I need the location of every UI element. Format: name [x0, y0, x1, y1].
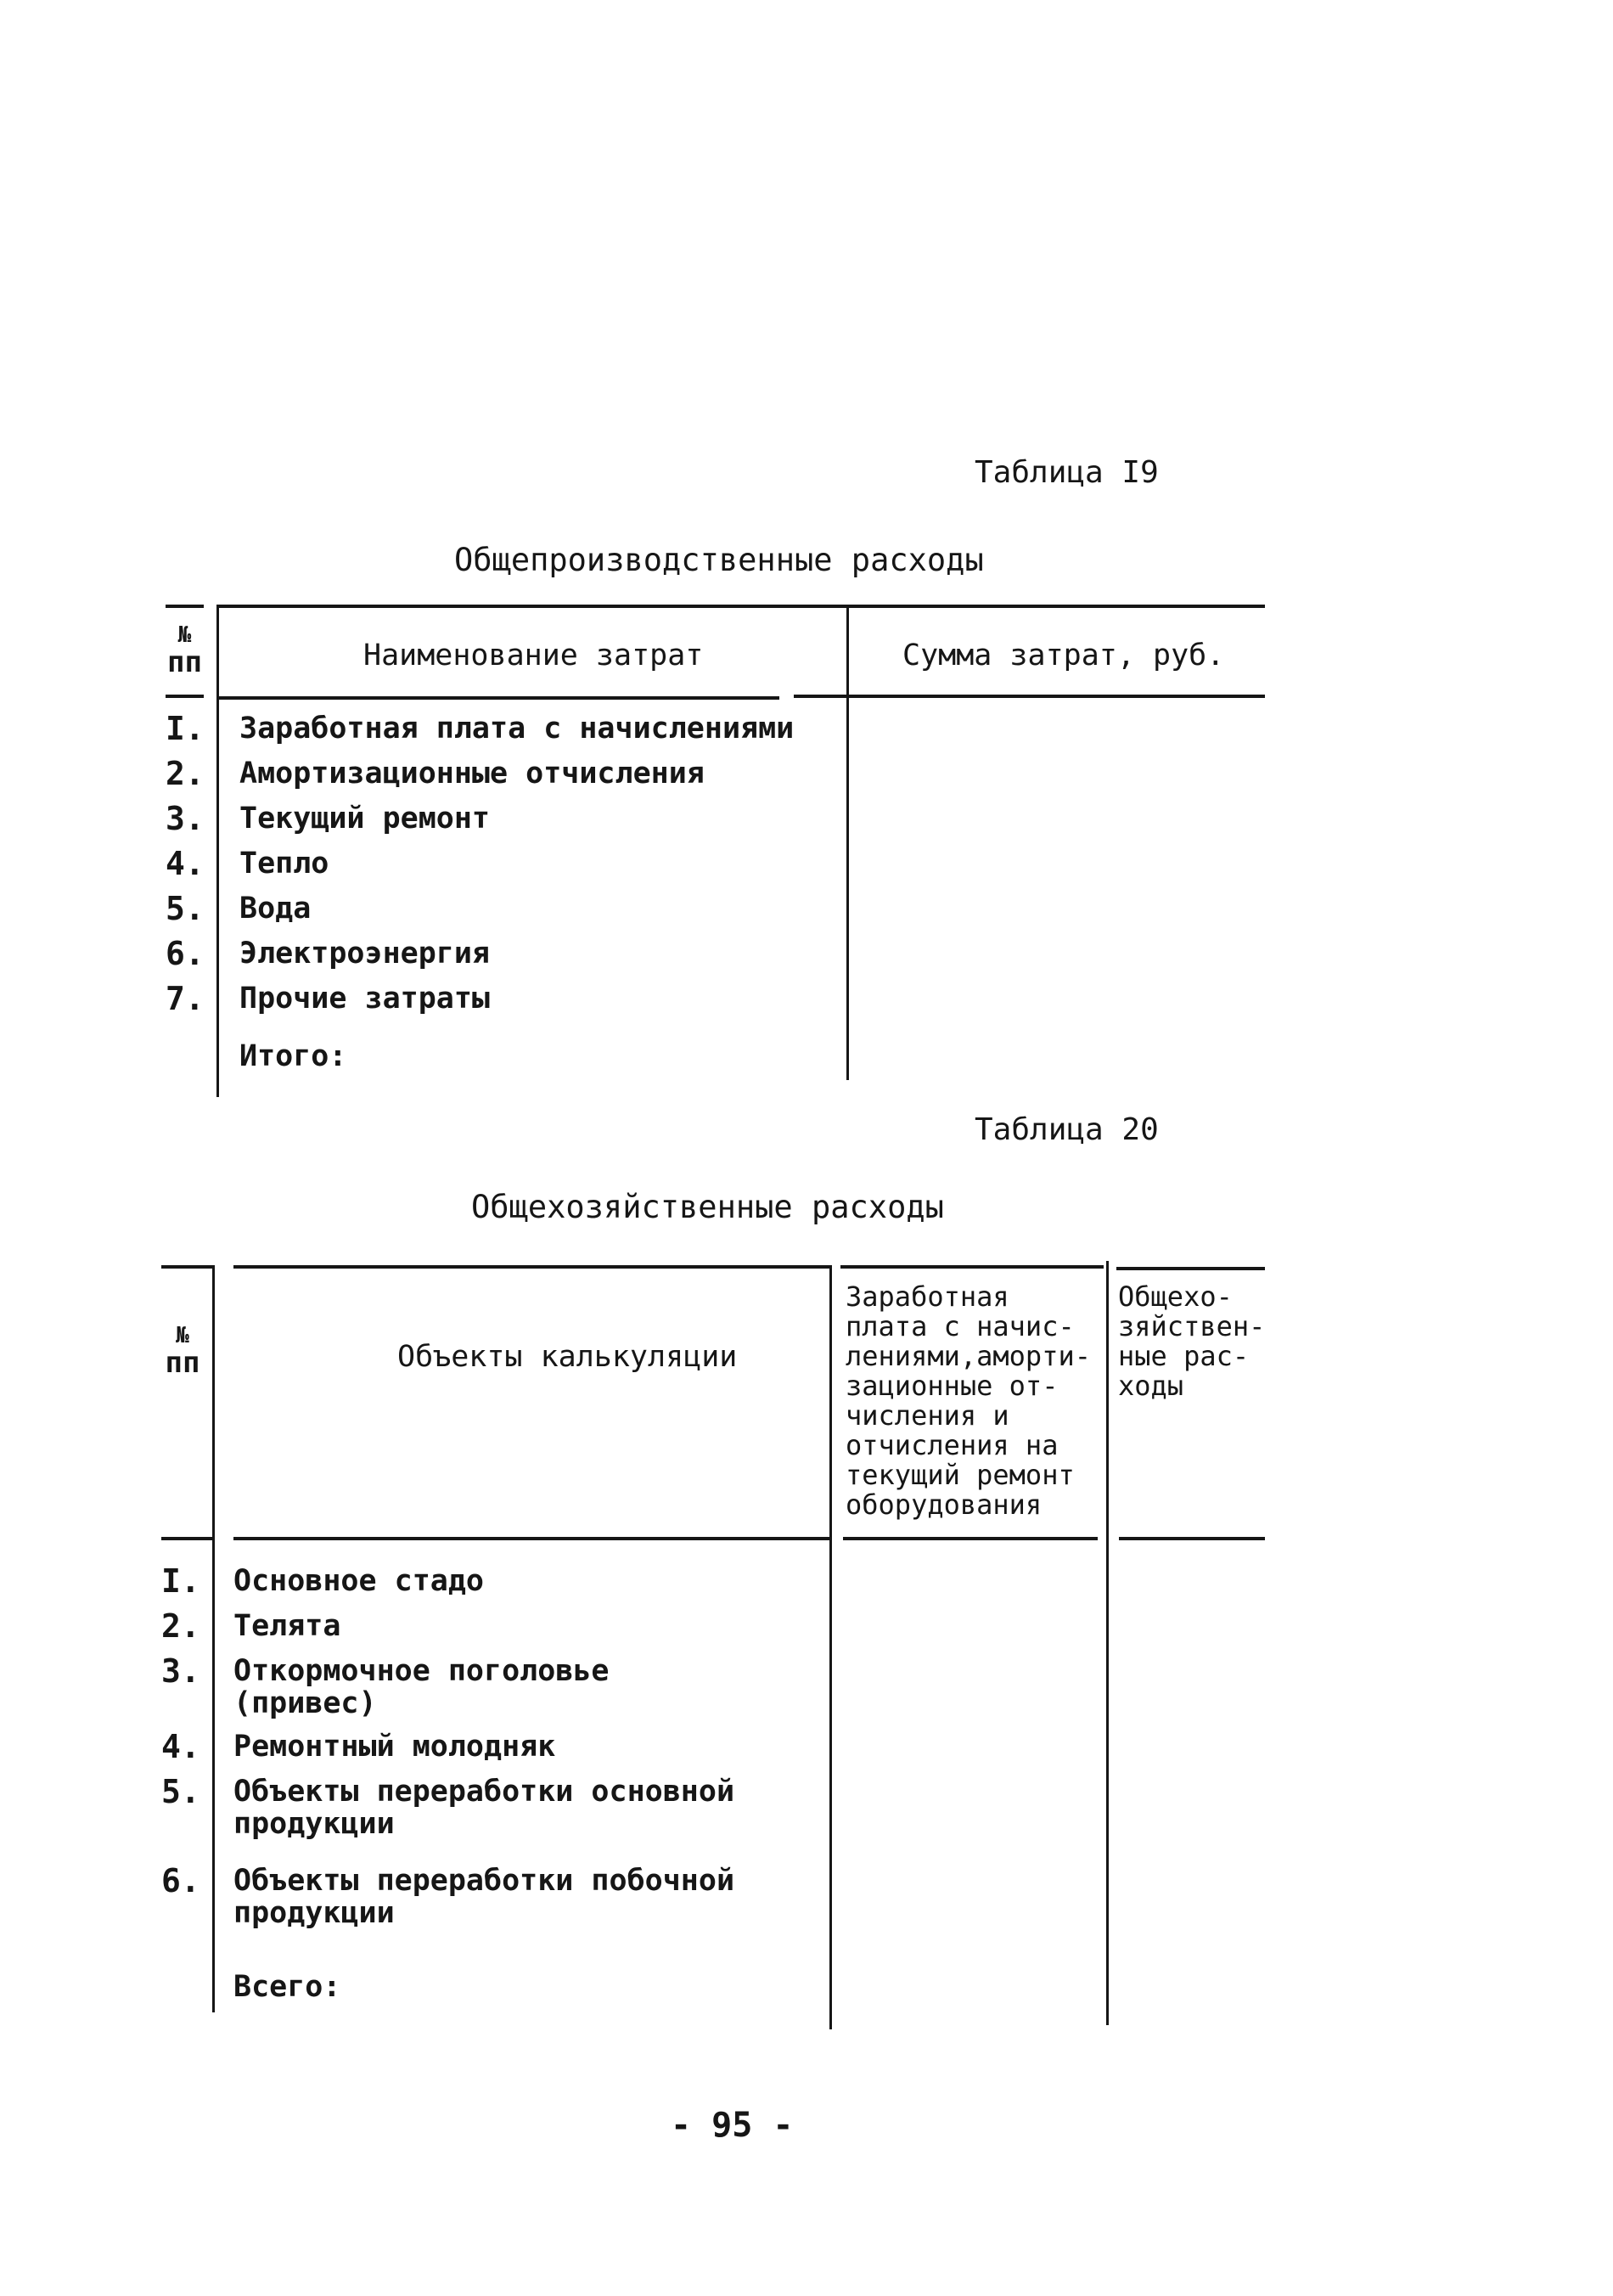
table19-header-rule-sum [794, 695, 1265, 698]
table20-row-1-name: Основное стадо [233, 1564, 485, 1598]
table19-row-5-num: 5. [166, 890, 205, 927]
table20-header-rule-objects [233, 1537, 832, 1540]
table20-top-rule-num [161, 1265, 212, 1269]
table19-header-num-pp: пп [167, 645, 202, 679]
table20-row-6-name-line1: Объекты переработки побочной [233, 1864, 735, 1898]
table20-total: Всего: [233, 1970, 341, 2004]
table20-vrule-1 [212, 1265, 215, 2012]
table20-top-rule-objects [233, 1265, 832, 1269]
table20-top-rule-wages [840, 1265, 1104, 1269]
table19-row-7-name: Прочие затраты [239, 982, 491, 1016]
table20-label: Таблица 20 [975, 1112, 1159, 1147]
table19-row-5-name: Вода [239, 892, 312, 926]
table19-header-sum: Сумма затрат, руб. [902, 639, 1225, 672]
table19-top-rule [216, 605, 1265, 608]
table20-header-wages: Заработная плата с начис- лениями,аморти- зационные от- числения и отчисления на текущий ремонт оборудования [846, 1280, 1091, 1521]
table19-header-num [166, 624, 204, 678]
table19-vrule-1 [216, 605, 219, 1097]
table19-vrule-2 [846, 605, 849, 1080]
table19-title: Общепроизводственные расходы [454, 542, 984, 578]
table19-row-6-name: Электроэнергия [239, 937, 491, 971]
table19-row-3-name: Текущий ремонт [239, 802, 491, 836]
table20-row-3-name-line2: (привес) [233, 1686, 377, 1720]
table20-header-num-pp: пп [165, 1346, 200, 1380]
table19-row-4-name: Тепло [239, 847, 329, 881]
table20-row-6-name-line2: продукции [233, 1896, 395, 1930]
table19-total: Итого: [239, 1039, 347, 1073]
table20-row-4-num: 4. [161, 1728, 200, 1765]
table19-row-1-name: Заработная плата с начислениями [239, 712, 795, 746]
table20-row-2-num: 2. [161, 1607, 200, 1645]
table20-header-rule-num [161, 1537, 212, 1540]
table20-title: Общехозяйственные расходы [471, 1189, 944, 1225]
table20-top-rule-general [1116, 1267, 1265, 1270]
table19-header-rule-name [219, 696, 779, 700]
table20-vrule-3 [1106, 1261, 1109, 2025]
table19-row-1-num: I. [166, 710, 205, 747]
table20-row-4-name: Ремонтный молодняк [233, 1730, 556, 1764]
page-number: - 95 - [671, 2106, 794, 2145]
table19-row-7-num: 7. [166, 980, 205, 1017]
table20-row-2-name: Телята [233, 1609, 341, 1643]
table20-vrule-2 [829, 1265, 832, 2029]
table20-header-objects: Объекты калькуляции [397, 1340, 738, 1374]
table19-header-rule-num [166, 695, 204, 698]
table20-row-6-num: 6. [161, 1862, 200, 1899]
table20-header-rule-general [1119, 1537, 1265, 1540]
table20-row-3-num: 3. [161, 1652, 200, 1690]
table19-row-4-num: 4. [166, 845, 205, 882]
table19-row-3-num: 3. [166, 800, 205, 837]
table19-row-6-num: 6. [166, 935, 205, 972]
table19-top-rule-num [166, 605, 204, 608]
table19-header-name: Наименование затрат [363, 639, 704, 672]
table20-header-general: Общехо- зяйствен- ные рас- ходы [1118, 1280, 1266, 1402]
table19-row-2-num: 2. [166, 755, 205, 792]
table19-row-2-name: Амортизационные отчисления [239, 757, 705, 791]
table20-row-1-num: I. [161, 1562, 200, 1600]
table20-header-num [161, 1325, 204, 1379]
table20-header-num-sign: № [176, 1323, 189, 1348]
table19-label: Таблица I9 [975, 455, 1159, 490]
table20-row-5-num: 5. [161, 1773, 200, 1810]
table20-row-3-name-line1: Откормочное поголовье [233, 1654, 610, 1688]
table20-row-5-name-line1: Объекты переработки основной [233, 1775, 735, 1809]
table19-header-num-sign: № [177, 622, 192, 648]
table20-row-5-name-line2: продукции [233, 1807, 395, 1841]
table20-header-rule-wages [843, 1537, 1098, 1540]
